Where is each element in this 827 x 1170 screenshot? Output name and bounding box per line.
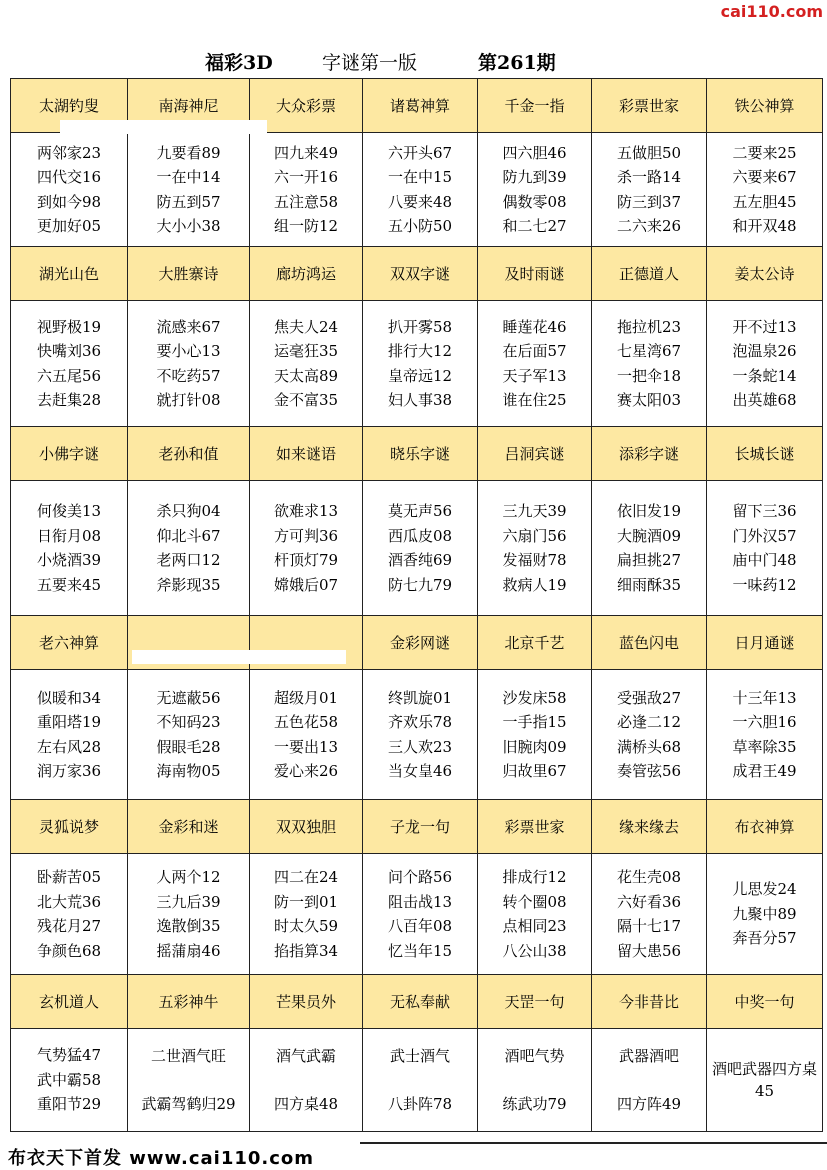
title-lottery: 福彩3D — [205, 52, 273, 74]
riddle-line: 奔吾分57 — [732, 929, 797, 948]
riddle-line: 赛太阳03 — [616, 391, 682, 409]
riddle-line: 问个路56 — [387, 868, 453, 886]
riddle-row — [11, 854, 823, 975]
riddle-line: 爱心来26 — [273, 762, 339, 780]
column-header: 无私奉献 — [363, 975, 478, 1029]
riddle-line: 终凯旋01 — [387, 688, 453, 707]
riddle-line: 四二在24 — [273, 868, 339, 886]
riddle-line — [250, 1068, 362, 1092]
riddle-cell — [250, 670, 363, 800]
column-header: 灵狐说梦 — [11, 800, 128, 854]
riddle-line: 快嘴刘36 — [36, 342, 102, 360]
riddle-line: 在后面57 — [502, 342, 567, 360]
riddle-line — [128, 1068, 249, 1092]
riddle-cell — [592, 481, 707, 616]
footer-divider — [360, 1142, 827, 1144]
riddle-line: 妇人事38 — [387, 391, 453, 409]
riddle-line: 防七九79 — [387, 575, 453, 594]
riddle-line: 满桥头68 — [616, 737, 682, 756]
riddle-line: 睡莲花46 — [502, 317, 567, 336]
riddle-cell — [250, 481, 363, 616]
riddle-line: 欲难求13 — [273, 502, 339, 520]
redaction-mask — [132, 650, 346, 664]
riddle-line: 五要来45 — [36, 575, 102, 594]
riddle-line: 转个圈08 — [502, 892, 567, 911]
riddle-line: 嫦娥后07 — [273, 575, 339, 594]
riddle-cell — [592, 133, 707, 247]
riddle-cell — [11, 133, 128, 247]
riddle-cell — [128, 481, 250, 616]
riddle-line: 隔十七17 — [616, 917, 682, 935]
riddle-cell — [478, 670, 592, 800]
riddle-row — [11, 133, 823, 247]
column-header: 姜太公诗 — [707, 247, 823, 301]
riddle-line: 小烧酒39 — [36, 551, 102, 569]
column-header: 如来谜语 — [250, 427, 363, 481]
riddle-line: 四方阵49 — [616, 1095, 682, 1113]
riddle-line: 四六胆46 — [502, 143, 567, 162]
column-header: 玄机道人 — [11, 975, 128, 1029]
riddle-cell — [128, 854, 250, 975]
column-header: 铁公神算 — [707, 79, 823, 133]
riddle-line: 大小小38 — [156, 217, 221, 235]
column-header: 彩票世家 — [592, 79, 707, 133]
riddle-line: 泡温泉26 — [732, 342, 797, 360]
riddle-cell — [11, 1029, 128, 1132]
riddle-line: 要小心13 — [156, 342, 221, 360]
riddle-line: 武中霸58 — [36, 1070, 102, 1089]
column-header: 金彩和迷 — [128, 800, 250, 854]
riddle-line: 五左胆45 — [732, 192, 797, 211]
riddle-line: 重阳塔19 — [36, 713, 102, 731]
riddle-line: 天太高89 — [273, 366, 339, 385]
riddle-line: 留大患56 — [616, 941, 682, 960]
riddle-line: 一味药12 — [732, 575, 797, 594]
riddle-line: 五做胆50 — [616, 143, 682, 162]
riddle-line: 排成行12 — [502, 868, 567, 886]
title-issue: 第261期 — [478, 52, 556, 74]
header-row — [11, 800, 823, 854]
riddle-line: 归故里67 — [502, 762, 567, 780]
riddle-cell — [363, 133, 478, 247]
riddle-cell — [478, 1029, 592, 1132]
riddle-line: 一要出13 — [273, 737, 339, 756]
riddle-line: 海南物05 — [156, 762, 221, 780]
column-header: 子龙一句 — [363, 800, 478, 854]
riddle-cell — [363, 854, 478, 975]
riddle-line: 四代交16 — [36, 168, 102, 186]
riddle-line: 留下三36 — [732, 502, 797, 520]
column-header: 太湖钓叟 — [11, 79, 128, 133]
riddle-cell — [11, 670, 128, 800]
riddle-line: 假眼毛28 — [156, 737, 221, 756]
header-row — [11, 975, 823, 1029]
column-header: 缘来缘去 — [592, 800, 707, 854]
page-title — [0, 48, 827, 76]
riddle-line: 排行大12 — [387, 342, 453, 360]
column-header: 北京千艺 — [478, 616, 592, 670]
column-header: 吕洞宾谜 — [478, 427, 592, 481]
riddle-line: 组一防12 — [273, 217, 339, 235]
column-header: 双双字谜 — [363, 247, 478, 301]
riddle-line: 何俊美13 — [36, 502, 102, 520]
riddle-line: 发福财78 — [502, 551, 567, 569]
riddle-line: 不吃药57 — [156, 366, 221, 385]
riddle-line: 奏管弦56 — [616, 762, 682, 780]
riddle-line: 不知码23 — [156, 713, 221, 731]
riddle-line: 六扇门56 — [502, 526, 567, 545]
riddle-line: 拖拉机23 — [616, 317, 682, 336]
riddle-row — [11, 481, 823, 616]
column-header: 长城长谜 — [707, 427, 823, 481]
riddle-line: 齐欢乐78 — [387, 713, 453, 731]
riddle-line: 和开双48 — [732, 217, 797, 235]
riddle-line — [478, 1068, 591, 1092]
riddle-line: 流感来67 — [156, 317, 221, 336]
column-header: 天罡一句 — [478, 975, 592, 1029]
column-header: 今非昔比 — [592, 975, 707, 1029]
riddle-cell — [11, 481, 128, 616]
riddle-line: 大腕酒09 — [616, 526, 682, 545]
riddle-line: 武士酒气 — [389, 1046, 450, 1065]
column-header: 日月通谜 — [707, 616, 823, 670]
riddle-line: 和二七27 — [502, 217, 567, 235]
riddle-line: 两邻家23 — [36, 143, 102, 162]
header-row — [11, 427, 823, 481]
riddle-line: 偶数零08 — [502, 192, 567, 211]
riddle-line: 时太久59 — [273, 917, 339, 935]
riddle-line: 到如今98 — [36, 192, 102, 211]
riddle-cell — [363, 670, 478, 800]
riddle-line: 三九后39 — [156, 892, 221, 911]
riddle-line: 六好看36 — [616, 892, 682, 911]
riddle-line: 六一开16 — [273, 168, 339, 186]
riddle-line: 花生壳08 — [616, 868, 682, 886]
riddle-cell — [250, 854, 363, 975]
riddle-cell — [707, 133, 823, 247]
riddle-line: 杀一路14 — [616, 168, 682, 186]
riddle-line: 阻击战13 — [387, 892, 453, 911]
riddle-cell — [11, 854, 128, 975]
riddle-line: 视野极19 — [36, 317, 102, 336]
riddle-cell — [592, 301, 707, 427]
column-header: 晓乐字谜 — [363, 427, 478, 481]
column-header: 小佛字谜 — [11, 427, 128, 481]
riddle-line: 气势猛47 — [36, 1046, 102, 1065]
column-header: 布衣神算 — [707, 800, 823, 854]
riddle-cell — [478, 854, 592, 975]
column-header: 金彩网谜 — [363, 616, 478, 670]
riddle-cell — [363, 481, 478, 616]
riddle-line: 三人欢23 — [387, 737, 453, 756]
riddle-line: 五小防50 — [387, 217, 453, 235]
column-header: 正德道人 — [592, 247, 707, 301]
site-logo: cai110.com — [720, 2, 823, 21]
riddle-cell — [363, 1029, 478, 1132]
riddle-line: 润万家36 — [36, 762, 102, 780]
riddle-cell — [592, 854, 707, 975]
riddle-line: 杆顶灯79 — [273, 551, 339, 569]
riddle-line — [592, 1068, 706, 1092]
column-header: 大胜寨诗 — [128, 247, 250, 301]
riddle-line: 六五尾56 — [36, 366, 102, 385]
riddle-line: 更加好05 — [36, 217, 102, 235]
column-header: 老六神算 — [11, 616, 128, 670]
riddle-line: 五色花58 — [273, 713, 339, 731]
column-header: 诸葛神算 — [363, 79, 478, 133]
column-header: 蓝色闪电 — [592, 616, 707, 670]
riddle-line: 必逢二12 — [616, 713, 682, 731]
riddle-line: 三九天39 — [502, 502, 567, 520]
riddle-cell — [592, 1029, 707, 1132]
riddle-line: 日衔月08 — [36, 526, 102, 545]
riddle-line: 西瓜皮08 — [387, 526, 453, 545]
riddle-line: 残花月27 — [36, 917, 102, 935]
column-header: 彩票世家 — [478, 800, 592, 854]
riddle-line: 争颜色68 — [36, 941, 102, 960]
riddle-line: 十三年13 — [732, 688, 797, 707]
riddle-line: 忆当年15 — [387, 941, 453, 960]
riddle-table — [10, 78, 823, 1132]
riddle-line: 一在中15 — [387, 168, 453, 186]
riddle-line: 超级月01 — [273, 688, 339, 707]
riddle-line: 沙发床58 — [502, 688, 567, 707]
riddle-line: 四九来49 — [273, 143, 339, 162]
footer-banner — [0, 1142, 827, 1169]
riddle-line: 受强敌27 — [616, 688, 682, 707]
header-row — [11, 247, 823, 301]
riddle-line: 掐指算34 — [273, 941, 339, 960]
riddle-cell — [128, 670, 250, 800]
riddle-cell — [707, 670, 823, 800]
riddle-line: 酒吧武器四方桌45 — [711, 1060, 817, 1100]
riddle-line: 八公山38 — [502, 941, 567, 960]
title-edition: 字谜第一版 — [322, 52, 418, 74]
riddle-line: 六要来67 — [732, 168, 797, 186]
riddle-line: 方可判36 — [273, 526, 339, 545]
riddle-line: 防五到57 — [156, 192, 221, 211]
riddle-cell — [478, 133, 592, 247]
riddle-line: 一条蛇14 — [732, 366, 797, 385]
riddle-cell — [478, 301, 592, 427]
riddle-line: 扁担挑27 — [616, 551, 682, 569]
riddle-line: 卧薪苦05 — [36, 868, 102, 886]
column-header: 湖光山色 — [11, 247, 128, 301]
riddle-line: 皇帝远12 — [387, 366, 453, 385]
column-header: 五彩神牛 — [128, 975, 250, 1029]
riddle-cell — [707, 854, 823, 975]
riddle-cell — [128, 1029, 250, 1132]
riddle-cell — [363, 301, 478, 427]
riddle-line: 庙中门48 — [732, 551, 797, 569]
riddle-line: 救病人19 — [502, 575, 567, 594]
riddle-line: 就打针08 — [156, 391, 221, 409]
riddle-cell — [707, 481, 823, 616]
riddle-line: 逸散倒35 — [156, 917, 221, 935]
riddle-cell — [128, 133, 250, 247]
riddle-line: 杀只狗04 — [156, 502, 221, 520]
riddle-line: 四方桌48 — [273, 1095, 339, 1113]
riddle-line: 酒吧气势 — [504, 1046, 565, 1065]
riddle-line: 金不富35 — [273, 391, 339, 409]
riddle-line: 七星湾67 — [616, 342, 682, 360]
riddle-line: 门外汉57 — [732, 526, 797, 545]
riddle-line: 似暖和34 — [36, 688, 102, 707]
riddle-line: 开不过13 — [732, 317, 797, 336]
column-header: 及时雨谜 — [478, 247, 592, 301]
riddle-line: 无遮蔽56 — [156, 688, 221, 707]
riddle-line: 酒气武霸 — [275, 1046, 336, 1065]
riddle-line: 运毫狂35 — [273, 342, 339, 360]
riddle-line: 莫无声56 — [387, 502, 453, 520]
riddle-line: 九聚中89 — [732, 904, 797, 923]
riddle-line: 谁在住25 — [502, 391, 567, 409]
riddle-line: 出英雄68 — [732, 391, 797, 409]
riddle-line: 一六胆16 — [732, 713, 797, 731]
riddle-line: 摇蒲扇46 — [156, 941, 221, 960]
riddle-line: 人两个12 — [156, 868, 221, 886]
riddle-line: 防三到37 — [616, 192, 682, 211]
column-header: 大众彩票 — [250, 79, 363, 133]
riddle-cell — [250, 301, 363, 427]
riddle-line: 八百年08 — [387, 917, 453, 935]
riddle-line: 九要看89 — [156, 143, 221, 162]
riddle-cell — [707, 301, 823, 427]
riddle-cell — [11, 301, 128, 427]
riddle-line: 北大荒36 — [36, 892, 102, 911]
riddle-cell — [128, 301, 250, 427]
riddle-line: 左右风28 — [36, 737, 102, 756]
riddle-line: 儿思发24 — [732, 880, 797, 899]
riddle-row — [11, 301, 823, 427]
riddle-line: 八要来48 — [387, 192, 453, 211]
column-header: 添彩字谜 — [592, 427, 707, 481]
riddle-line: 点相同23 — [502, 917, 567, 935]
riddle-line — [363, 1068, 477, 1092]
riddle-cell — [478, 481, 592, 616]
riddle-line: 旧腕肉09 — [502, 737, 567, 756]
riddle-line: 二六来26 — [616, 217, 682, 235]
column-header: 老孙和值 — [128, 427, 250, 481]
riddle-cell — [707, 1029, 823, 1132]
riddle-row — [11, 1029, 823, 1132]
riddle-line: 成君王49 — [732, 762, 797, 780]
riddle-line: 依旧发19 — [616, 502, 682, 520]
riddle-line: 焦夫人24 — [273, 317, 339, 336]
riddle-line: 二世酒气旺 — [150, 1046, 226, 1065]
riddle-line: 武霸驾鹤归29 — [141, 1095, 236, 1113]
riddle-line: 六开头67 — [387, 143, 453, 162]
riddle-line: 仰北斗67 — [156, 526, 221, 545]
column-header: 双双独胆 — [250, 800, 363, 854]
riddle-line: 酒香纯69 — [387, 551, 453, 569]
riddle-line: 草率除35 — [732, 737, 797, 756]
riddle-line: 去赶集28 — [36, 391, 102, 409]
riddle-line: 重阳节29 — [36, 1095, 102, 1114]
riddle-line: 练武功79 — [502, 1095, 567, 1113]
riddle-line: 一在中14 — [156, 168, 221, 186]
riddle-cell — [592, 670, 707, 800]
riddle-line: 老两口12 — [156, 551, 221, 569]
riddle-line: 武器酒吧 — [618, 1046, 679, 1065]
riddle-cell — [250, 133, 363, 247]
column-header: 南海神尼 — [128, 79, 250, 133]
column-header: 千金一指 — [478, 79, 592, 133]
riddle-line: 防九到39 — [502, 168, 567, 186]
riddle-cell — [250, 1029, 363, 1132]
footer-text: 布衣天下首发 www.cai110.com — [8, 1148, 315, 1169]
riddle-line: 斧影现35 — [156, 575, 221, 594]
column-header: 芒果员外 — [250, 975, 363, 1029]
riddle-line: 当女皇46 — [387, 762, 453, 780]
riddle-line: 一把伞18 — [616, 366, 682, 385]
redaction-mask — [60, 120, 267, 134]
riddle-line: 二要来25 — [732, 143, 797, 162]
riddle-line: 天子军13 — [502, 366, 567, 385]
riddle-line: 细雨酥35 — [616, 575, 682, 594]
column-header: 中奖一句 — [707, 975, 823, 1029]
riddle-line: 防一到01 — [273, 892, 339, 911]
riddle-line: 八卦阵78 — [387, 1095, 453, 1113]
riddle-line: 五注意58 — [273, 192, 339, 211]
column-header: 廊坊鸿运 — [250, 247, 363, 301]
riddle-line: 一手指15 — [502, 713, 567, 731]
riddle-line: 扒开雾58 — [387, 317, 453, 336]
riddle-row — [11, 670, 823, 800]
